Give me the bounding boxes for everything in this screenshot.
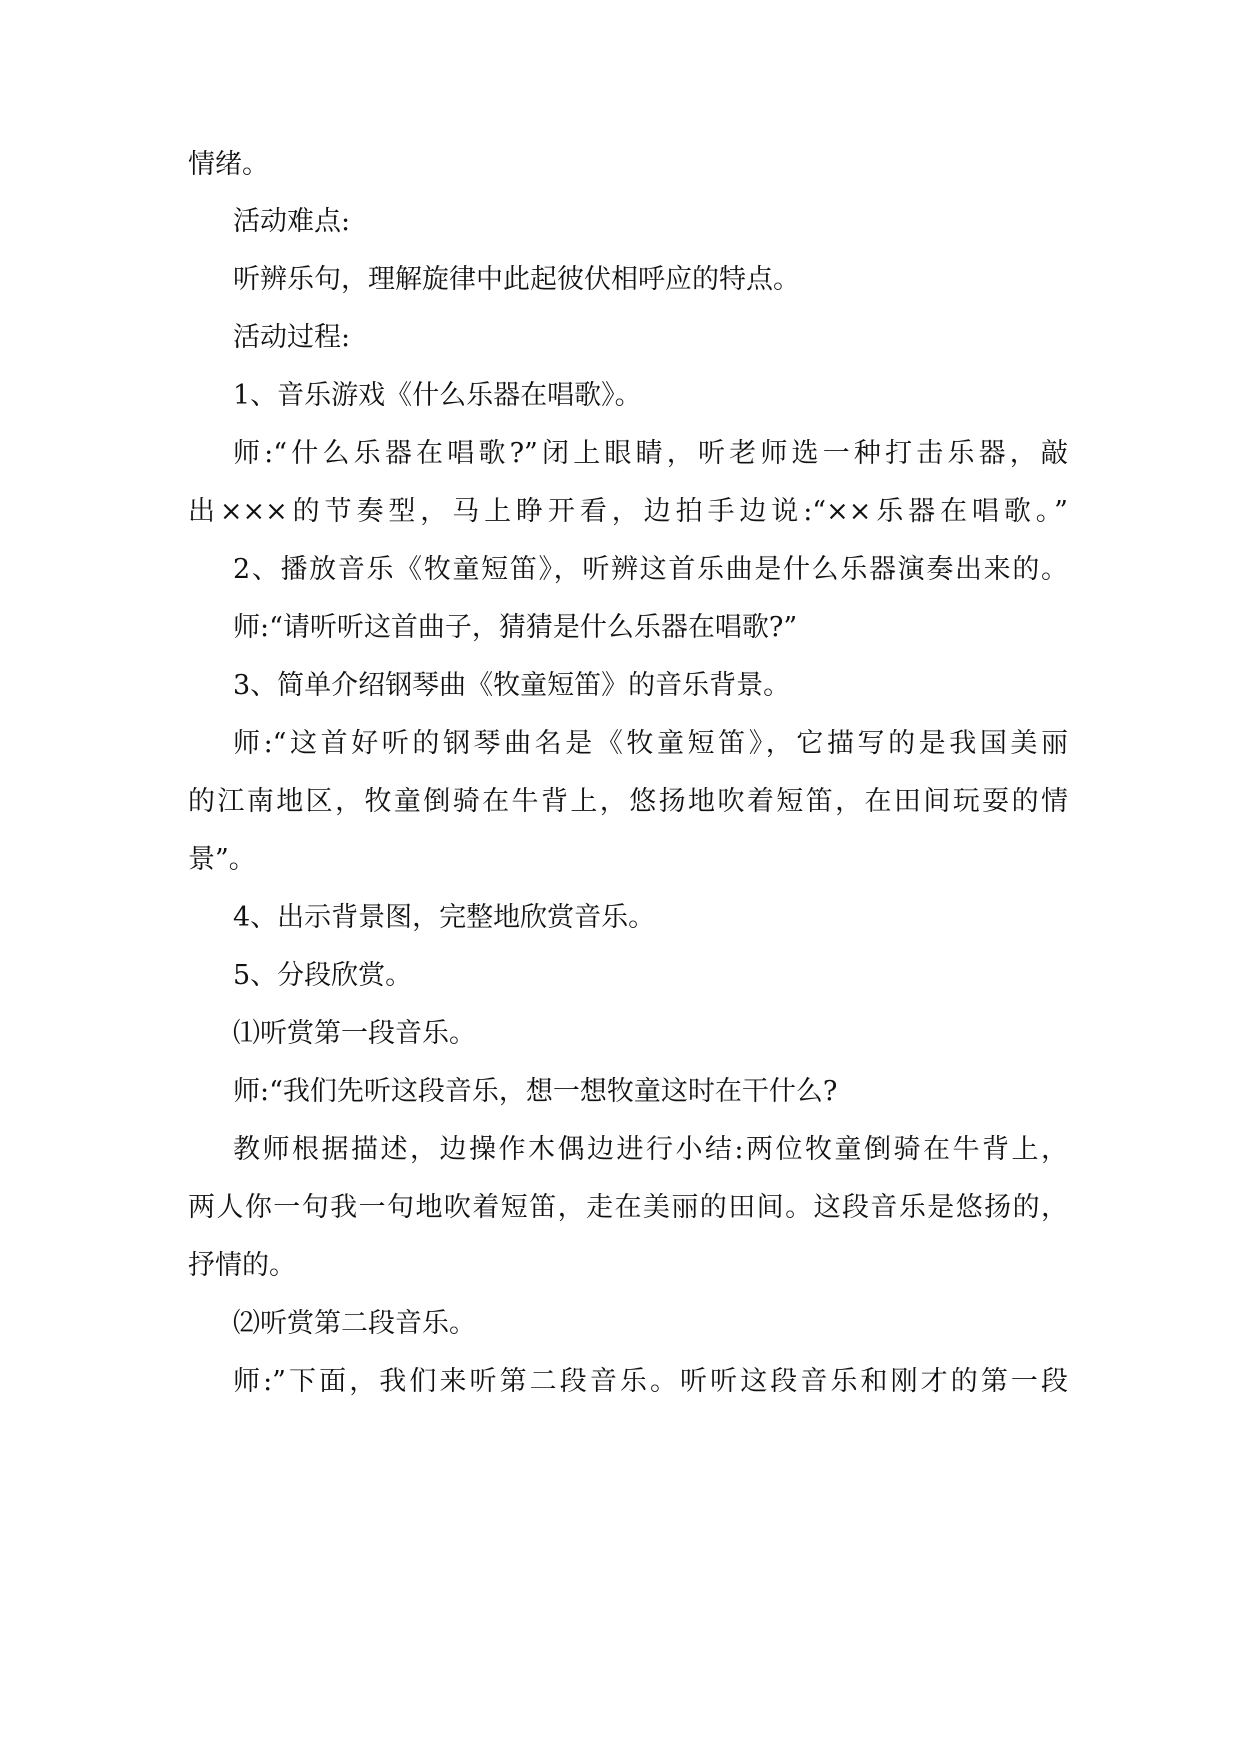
text-line: 两人你一句我一句地吹着短笛，走在美丽的田间。这段音乐是悠扬的， xyxy=(188,1192,1068,1223)
text-line: 5、分段欣赏。 xyxy=(233,960,413,991)
text-line: 抒情的。 xyxy=(188,1250,296,1281)
text-line: 出×××的节奏型，马上睁开看，边拍手边说:“××乐器在唱歌。” xyxy=(188,496,1068,527)
text-line: 3、简单介绍钢琴曲《牧童短笛》的音乐背景。 xyxy=(233,670,791,701)
text-line: 情绪。 xyxy=(188,149,269,180)
text-line: 师:“请听听这首曲子，猜猜是什么乐器在唱歌?” xyxy=(233,612,798,643)
text-line: 景”。 xyxy=(188,844,256,875)
text-line: ⑵听赏第二段音乐。 xyxy=(233,1308,476,1339)
text-line: 活动过程: xyxy=(233,322,351,353)
text-line: 师:“我们先听这段音乐，想一想牧童这时在干什么? xyxy=(233,1076,838,1107)
text-line: 师:“什么乐器在唱歌?”闭上眼睛，听老师选一种打击乐器，敲 xyxy=(233,438,1068,469)
text-line: 听辨乐句，理解旋律中此起彼伏相呼应的特点。 xyxy=(233,264,800,295)
text-line: 2、播放音乐《牧童短笛》，听辨这首乐曲是什么乐器演奏出来的。 xyxy=(233,554,1068,585)
text-line: ⑴听赏第一段音乐。 xyxy=(233,1018,476,1049)
text-line: 4、出示背景图，完整地欣赏音乐。 xyxy=(233,902,656,933)
text-line: 活动难点: xyxy=(233,206,351,237)
text-line: 师:“这首好听的钢琴曲名是《牧童短笛》，它描写的是我国美丽 xyxy=(233,728,1068,759)
text-line: 的江南地区，牧童倒骑在牛背上，悠扬地吹着短笛，在田间玩耍的情 xyxy=(188,786,1068,817)
text-line: 教师根据描述，边操作木偶边进行小结:两位牧童倒骑在牛背上， xyxy=(233,1134,1068,1165)
text-line: 师:”下面，我们来听第二段音乐。听听这段音乐和刚才的第一段 xyxy=(233,1366,1068,1397)
text-line: 1、音乐游戏《什么乐器在唱歌》。 xyxy=(233,380,642,411)
